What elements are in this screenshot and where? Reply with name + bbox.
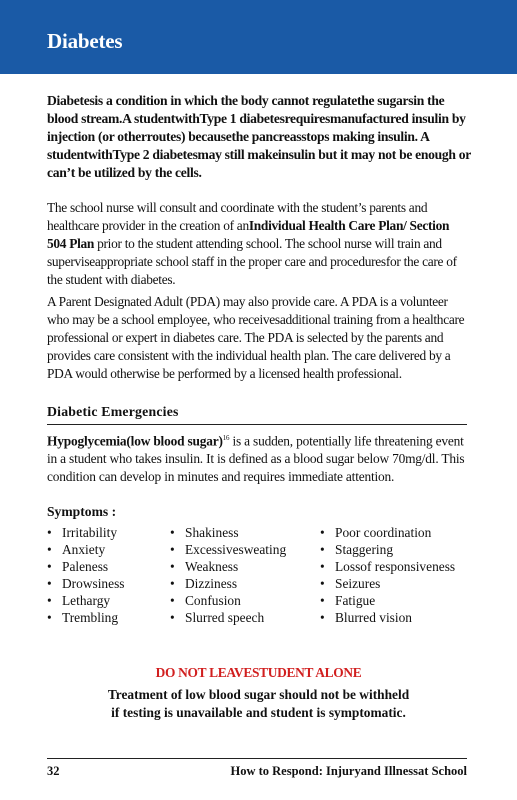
- health-plan-term: Individual Health Care Plan/ Section 504 Plan: [47, 218, 450, 251]
- list-item: • Shakiness: [170, 524, 286, 541]
- footer-title: How to Respond: Injuryand Illnessat School: [230, 764, 467, 778]
- hypoglycemia-text: is a sudden, potentially life threatening event in a student who takes insulin. It is defined as a blood sugar below 70mg/dl. This condition can develop in minutes and requires immediate attention.: [47, 433, 465, 485]
- list-item: • Weakness: [170, 558, 286, 575]
- nurse-paragraph-text: The school nurse will consult and coordinate with the student’s parents and healthcare provider in the creation of an: [47, 200, 428, 233]
- list-item: • Excessivesweating: [170, 541, 286, 558]
- page-title: Diabetes: [47, 29, 123, 53]
- list-item: • Staggering: [320, 541, 455, 558]
- treatment-line-1: Treatment of low blood sugar should not be withheld: [107, 687, 410, 702]
- symptoms-column-2: [170, 524, 286, 626]
- list-item: • Irritability: [47, 524, 125, 541]
- list-item: • Trembling: [47, 609, 125, 626]
- list-item: • Confusion: [170, 592, 286, 609]
- list-item: • Drowsiness: [47, 575, 125, 592]
- symptoms-column-1: [47, 524, 125, 626]
- symptoms-column-3: [320, 524, 455, 626]
- treatment-note: [0, 686, 517, 722]
- main-content: [47, 92, 471, 383]
- list-item: • Anxiety: [47, 541, 125, 558]
- treatment-line-2: if testing is unavailable and student is symptomatic.: [111, 705, 406, 720]
- list-item: • Seizures: [320, 575, 455, 592]
- section-title-emergencies: Diabetic Emergencies: [47, 404, 467, 425]
- page-number: 32: [47, 764, 60, 778]
- list-item: • Slurred speech: [170, 609, 286, 626]
- symptoms-title: Symptoms :: [47, 504, 117, 519]
- header-banner: [0, 0, 517, 74]
- hypoglycemia-term: Hypoglycemia(low blood sugar): [47, 433, 223, 449]
- nurse-paragraph: [47, 199, 471, 289]
- list-item: • Dizziness: [170, 575, 286, 592]
- nurse-paragraph-text-after: prior to the student attending school. The school nurse will train and superviseappropriate school staff in the proper care and proceduresfor the care of the student with diabetes.: [47, 236, 457, 287]
- hypoglycemia-paragraph: [47, 429, 471, 486]
- warning-text: DO NOT LEAVESTUDENT ALONE: [155, 665, 362, 680]
- list-item: • Paleness: [47, 558, 125, 575]
- list-item: • Blurred vision: [320, 609, 455, 626]
- footer-divider: [47, 758, 467, 759]
- list-item: • Poor coordination: [320, 524, 455, 541]
- list-item: • Fatigue: [320, 592, 455, 609]
- pda-paragraph: A Parent Designated Adult (PDA) may also provide care. A PDA is a volunteer who may be a school employee, who receivesadditional training from a healthcare professional or expert in diabetes care. The PDA is selected by the parents and provides care consistent with the individual health plan. The care delivered by a PDA would otherwise be performed by a licensed health professional.: [47, 294, 465, 381]
- list-item: • Lossof responsiveness: [320, 558, 455, 575]
- footnote-reference: 16: [222, 434, 230, 442]
- list-item: • Lethargy: [47, 592, 125, 609]
- intro-paragraph: Diabetesis a condition in which the body cannot regulatethe sugarsin the blood stream.A studentwithType 1 diabetesrequiresmanufactured insulin by injection (or otherroutes) becausethe pancreasstops making insulin. A studentwithType 2 diabetesmay still makeinsulin but it may not be enough or can’t be utilized by the cells.: [47, 93, 471, 180]
